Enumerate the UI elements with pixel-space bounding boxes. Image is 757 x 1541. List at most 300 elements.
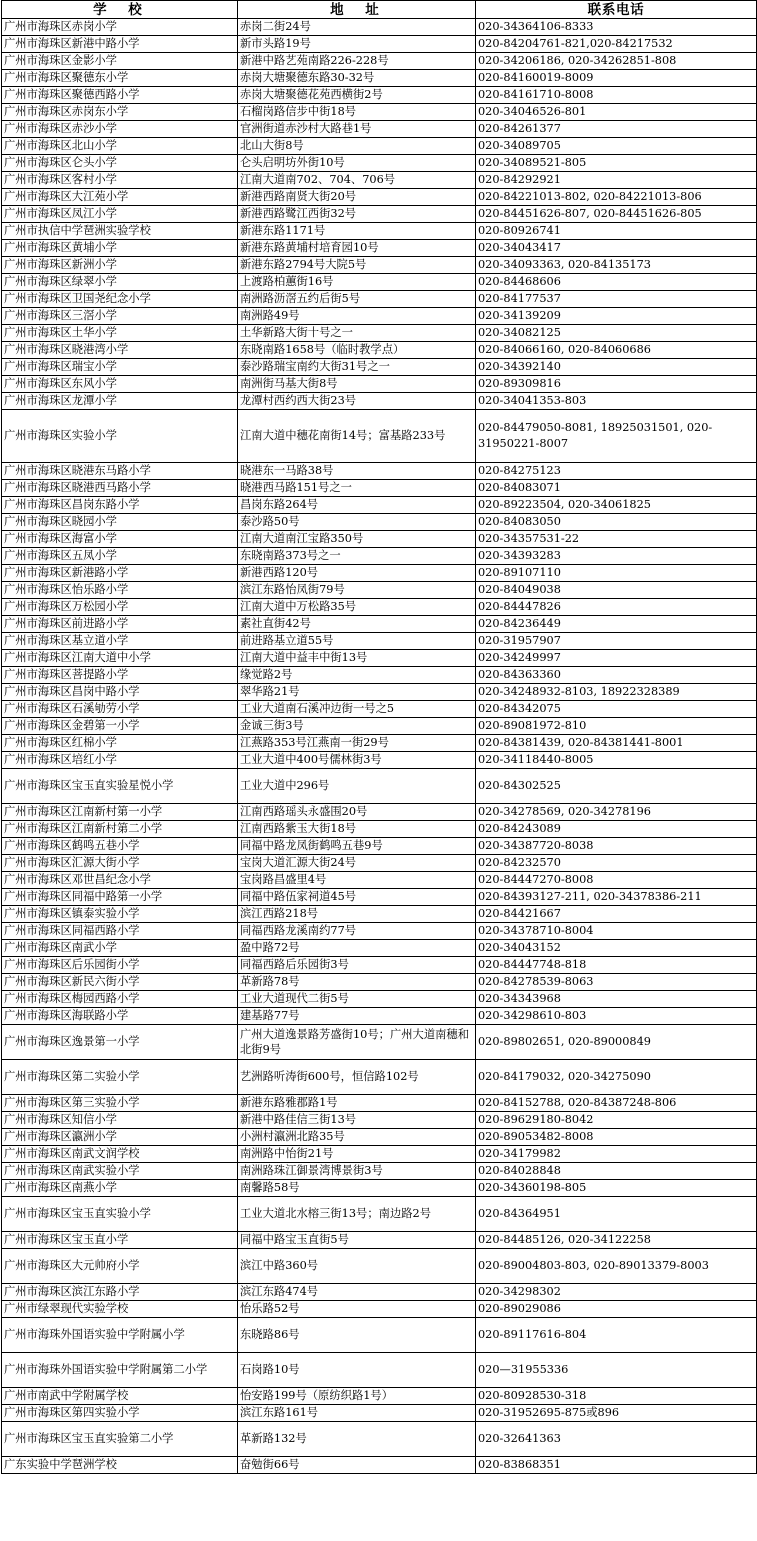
school-cell: 广州市海珠区实验小学 bbox=[2, 410, 238, 463]
address-cell: 东晓南路1658号（临时教学点） bbox=[238, 342, 476, 359]
phone-cell: 020-84028848 bbox=[476, 1163, 757, 1180]
table-row bbox=[2, 906, 757, 923]
table-row bbox=[2, 1422, 757, 1457]
school-cell: 广州市海珠区赤沙小学 bbox=[2, 121, 238, 138]
phone-cell: 020-84302525 bbox=[476, 769, 757, 804]
school-cell: 广州市海珠区晓园小学 bbox=[2, 514, 238, 531]
phone-cell: 020-31957907 bbox=[476, 633, 757, 650]
table-row bbox=[2, 1095, 757, 1112]
phone-cell: 020-34206186, 020-34262851-808 bbox=[476, 53, 757, 70]
address-cell: 江南大道中益丰中街13号 bbox=[238, 650, 476, 667]
table-row bbox=[2, 1318, 757, 1353]
school-cell: 广州市执信中学琶洲实验学校 bbox=[2, 223, 238, 240]
address-cell: 宝岗大道汇源大街24号 bbox=[238, 855, 476, 872]
school-cell: 广州市海珠区江南新村第二小学 bbox=[2, 821, 238, 838]
school-cell: 广州市海珠区五凤小学 bbox=[2, 548, 238, 565]
address-cell: 东晓路86号 bbox=[238, 1318, 476, 1353]
school-cell: 广州市海珠区第二实验小学 bbox=[2, 1060, 238, 1095]
school-cell: 广州市海珠区同福中路第一小学 bbox=[2, 889, 238, 906]
table-row bbox=[2, 548, 757, 565]
phone-cell: 020-84485126, 020-34122258 bbox=[476, 1232, 757, 1249]
table-row bbox=[2, 1163, 757, 1180]
address-cell: 江南大道南江宝路350号 bbox=[238, 531, 476, 548]
table-row bbox=[2, 974, 757, 991]
school-cell: 广州市海珠区南武小学 bbox=[2, 940, 238, 957]
school-cell: 广州市海珠区新港路小学 bbox=[2, 565, 238, 582]
address-cell: 晓港西马路151号之一 bbox=[238, 480, 476, 497]
school-cell: 广州市海珠区晓港东马路小学 bbox=[2, 463, 238, 480]
header-address: 地 址 bbox=[238, 1, 476, 19]
school-cell: 广州市海珠区龙潭小学 bbox=[2, 393, 238, 410]
phone-cell: 020-84243089 bbox=[476, 821, 757, 838]
phone-cell: 020-89029086 bbox=[476, 1301, 757, 1318]
header-phone: 联系电话 bbox=[476, 1, 757, 19]
phone-cell: 020-34298302 bbox=[476, 1284, 757, 1301]
table-row bbox=[2, 957, 757, 974]
table-row bbox=[2, 769, 757, 804]
table-row bbox=[2, 410, 757, 463]
school-cell: 广州市海珠区晓港西马路小学 bbox=[2, 480, 238, 497]
address-cell: 素社直街42号 bbox=[238, 616, 476, 633]
school-cell: 广州市海珠区海联路小学 bbox=[2, 1008, 238, 1025]
address-cell: 金诚三街3号 bbox=[238, 718, 476, 735]
address-cell: 赤岗二街24号 bbox=[238, 19, 476, 36]
school-cell: 广州市海珠区滨江东路小学 bbox=[2, 1284, 238, 1301]
address-cell: 革新路132号 bbox=[238, 1422, 476, 1457]
address-cell: 新市头路19号 bbox=[238, 36, 476, 53]
phone-cell: 020-84221013-802, 020-84221013-806 bbox=[476, 189, 757, 206]
phone-cell: 020-34248932-8103, 18922328389 bbox=[476, 684, 757, 701]
phone-cell: 020-34378710-8004 bbox=[476, 923, 757, 940]
table-row bbox=[2, 1388, 757, 1405]
school-cell: 广州市海珠区梅园西路小学 bbox=[2, 991, 238, 1008]
address-cell: 新港西路南贤大街20号 bbox=[238, 189, 476, 206]
school-cell: 广州市海珠区晓港湾小学 bbox=[2, 342, 238, 359]
phone-cell: 020-84447826 bbox=[476, 599, 757, 616]
table-row bbox=[2, 155, 757, 172]
school-cell: 广州市海珠区江南新村第一小学 bbox=[2, 804, 238, 821]
phone-cell: 020-89629180-8042 bbox=[476, 1112, 757, 1129]
table-body bbox=[2, 19, 757, 1474]
table-row bbox=[2, 240, 757, 257]
table-row bbox=[2, 53, 757, 70]
table-row bbox=[2, 480, 757, 497]
phone-cell: 020-34249997 bbox=[476, 650, 757, 667]
school-cell: 广州市海珠区南武实验小学 bbox=[2, 1163, 238, 1180]
table-row bbox=[2, 121, 757, 138]
phone-cell: 020-84083050 bbox=[476, 514, 757, 531]
table-row bbox=[2, 940, 757, 957]
address-cell: 工业大道现代二街5号 bbox=[238, 991, 476, 1008]
school-cell: 广州市海珠区新洲小学 bbox=[2, 257, 238, 274]
school-cell: 广州市海珠区卫国尧纪念小学 bbox=[2, 291, 238, 308]
address-cell: 江南大道中万松路35号 bbox=[238, 599, 476, 616]
address-cell: 新港中路佳信三街13号 bbox=[238, 1112, 476, 1129]
address-cell: 同福中路宝玉直街5号 bbox=[238, 1232, 476, 1249]
school-cell: 广州市海珠区瀛洲小学 bbox=[2, 1129, 238, 1146]
phone-cell: 020-32641363 bbox=[476, 1422, 757, 1457]
phone-cell: 020-34046526-801 bbox=[476, 104, 757, 121]
address-cell: 滨江西路218号 bbox=[238, 906, 476, 923]
school-cell: 广州市海珠区宝玉直实验第二小学 bbox=[2, 1422, 238, 1457]
phone-cell: 020-84364951 bbox=[476, 1197, 757, 1232]
school-cell: 广州市海珠区第四实验小学 bbox=[2, 1405, 238, 1422]
address-cell: 怡安路199号（原纺织路1号） bbox=[238, 1388, 476, 1405]
address-cell: 前进路基立道55号 bbox=[238, 633, 476, 650]
phone-cell: 020-34043417 bbox=[476, 240, 757, 257]
table-row bbox=[2, 36, 757, 53]
school-cell: 广州市海珠区大元帅府小学 bbox=[2, 1249, 238, 1284]
table-row bbox=[2, 821, 757, 838]
phone-cell: 020-84049038 bbox=[476, 582, 757, 599]
phone-cell: 020-31952695-875或896 bbox=[476, 1405, 757, 1422]
address-cell: 翠华路21号 bbox=[238, 684, 476, 701]
address-cell: 官洲街道赤沙村大路巷1号 bbox=[238, 121, 476, 138]
phone-cell: 020-34089705 bbox=[476, 138, 757, 155]
phone-cell: 020-84261377 bbox=[476, 121, 757, 138]
address-cell: 泰沙路50号 bbox=[238, 514, 476, 531]
header-row bbox=[2, 1, 757, 19]
header-school: 学 校 bbox=[2, 1, 238, 19]
table-row bbox=[2, 923, 757, 940]
table-row bbox=[2, 189, 757, 206]
table-row bbox=[2, 104, 757, 121]
table-row bbox=[2, 991, 757, 1008]
school-cell: 广州市海珠区石溪劬劳小学 bbox=[2, 701, 238, 718]
table-row bbox=[2, 718, 757, 735]
phone-cell: 020-89117616-804 bbox=[476, 1318, 757, 1353]
table-row bbox=[2, 274, 757, 291]
address-cell: 昌岗东路264号 bbox=[238, 497, 476, 514]
school-cell: 广州市海珠区万松园小学 bbox=[2, 599, 238, 616]
address-cell: 新港中路艺苑南路226-228号 bbox=[238, 53, 476, 70]
phone-cell: 020-84292921 bbox=[476, 172, 757, 189]
table-row bbox=[2, 514, 757, 531]
table-row bbox=[2, 19, 757, 36]
school-cell: 广州市海珠区第三实验小学 bbox=[2, 1095, 238, 1112]
address-cell: 怡乐路52号 bbox=[238, 1301, 476, 1318]
address-cell: 江燕路353号江燕南一街29号 bbox=[238, 735, 476, 752]
table-row bbox=[2, 804, 757, 821]
address-cell: 东晓南路373号之一 bbox=[238, 548, 476, 565]
table-row bbox=[2, 1301, 757, 1318]
table-row bbox=[2, 616, 757, 633]
address-cell: 新港东路1171号 bbox=[238, 223, 476, 240]
school-cell: 广州市海珠区江南大道中小学 bbox=[2, 650, 238, 667]
school-cell: 广州市海珠外国语实验中学附属第二小学 bbox=[2, 1353, 238, 1388]
address-cell: 晓港东一马路38号 bbox=[238, 463, 476, 480]
address-cell: 缘觉路2号 bbox=[238, 667, 476, 684]
address-cell: 艺洲路听涛街600号，恒信路102号 bbox=[238, 1060, 476, 1095]
address-cell: 滨江中路360号 bbox=[238, 1249, 476, 1284]
school-cell: 广州市海珠区聚德西路小学 bbox=[2, 87, 238, 104]
school-cell: 广州市海珠区宝玉直实验小学 bbox=[2, 1197, 238, 1232]
table-row bbox=[2, 1249, 757, 1284]
school-cell: 广州市海珠区南燕小学 bbox=[2, 1180, 238, 1197]
address-cell: 江南大道中穗花南街14号；富基路233号 bbox=[238, 410, 476, 463]
address-cell: 南洲路珠江御景湾博景街3号 bbox=[238, 1163, 476, 1180]
table-row bbox=[2, 325, 757, 342]
school-cell: 广州市海珠区聚德东小学 bbox=[2, 70, 238, 87]
table-row bbox=[2, 667, 757, 684]
school-cell: 广州市海珠区前进路小学 bbox=[2, 616, 238, 633]
address-cell: 滨江东路161号 bbox=[238, 1405, 476, 1422]
school-cell: 广州市海珠区知信小学 bbox=[2, 1112, 238, 1129]
table-row bbox=[2, 1180, 757, 1197]
phone-cell: 020-89802651, 020-89000849 bbox=[476, 1025, 757, 1060]
address-cell: 南洲路中怡街21号 bbox=[238, 1146, 476, 1163]
school-cell: 广州市海珠区客村小学 bbox=[2, 172, 238, 189]
address-cell: 同福西路后乐园街3号 bbox=[238, 957, 476, 974]
school-cell: 广州市海珠区三滘小学 bbox=[2, 308, 238, 325]
phone-cell: 020-84152788, 020-84387248-806 bbox=[476, 1095, 757, 1112]
address-cell: 新港西路120号 bbox=[238, 565, 476, 582]
table-row bbox=[2, 1197, 757, 1232]
phone-cell: 020-84451626-807, 020-84451626-805 bbox=[476, 206, 757, 223]
address-cell: 龙潭村西约西大街23号 bbox=[238, 393, 476, 410]
phone-cell: 020-34392140 bbox=[476, 359, 757, 376]
school-cell: 广州市海珠区黄埔小学 bbox=[2, 240, 238, 257]
table-row bbox=[2, 291, 757, 308]
table-row bbox=[2, 1025, 757, 1060]
table-row bbox=[2, 206, 757, 223]
phone-cell: 020-84275123 bbox=[476, 463, 757, 480]
table-row bbox=[2, 1232, 757, 1249]
table-row bbox=[2, 463, 757, 480]
address-cell: 宝岗路昌盛里4号 bbox=[238, 872, 476, 889]
school-cell: 广州市海珠区大江苑小学 bbox=[2, 189, 238, 206]
address-cell: 工业大道中400号儒林街3号 bbox=[238, 752, 476, 769]
address-cell: 赤岗大塘聚德花苑西横街2号 bbox=[238, 87, 476, 104]
phone-cell: 020-84393127-211, 020-34378386-211 bbox=[476, 889, 757, 906]
address-cell: 土华新路大街十号之一 bbox=[238, 325, 476, 342]
phone-cell: 020-34360198-805 bbox=[476, 1180, 757, 1197]
phone-cell: 020-84381439, 020-84381441-8001 bbox=[476, 735, 757, 752]
address-cell: 南洲路沥滘五约后街5号 bbox=[238, 291, 476, 308]
table-row bbox=[2, 1146, 757, 1163]
school-cell: 广州市海珠区逸景第一小学 bbox=[2, 1025, 238, 1060]
table-row bbox=[2, 599, 757, 616]
phone-cell: 020-84161710-8008 bbox=[476, 87, 757, 104]
table-row bbox=[2, 70, 757, 87]
school-cell: 广东实验中学琶洲学校 bbox=[2, 1457, 238, 1474]
school-cell: 广州市海珠区东风小学 bbox=[2, 376, 238, 393]
table-row bbox=[2, 889, 757, 906]
phone-cell: 020-84447270-8008 bbox=[476, 872, 757, 889]
phone-cell: 020-89004803-803, 020-89013379-8003 bbox=[476, 1249, 757, 1284]
address-cell: 新港西路鹭江西街32号 bbox=[238, 206, 476, 223]
phone-cell: 020-84177537 bbox=[476, 291, 757, 308]
phone-cell: 020-89107110 bbox=[476, 565, 757, 582]
address-cell: 南馨路58号 bbox=[238, 1180, 476, 1197]
school-cell: 广州市海珠区昌岗中路小学 bbox=[2, 684, 238, 701]
address-cell: 工业大道中296号 bbox=[238, 769, 476, 804]
phone-cell: 020-84278539-8063 bbox=[476, 974, 757, 991]
school-cell: 广州市海珠区基立道小学 bbox=[2, 633, 238, 650]
school-cell: 广州市绿翠现代实验学校 bbox=[2, 1301, 238, 1318]
address-cell: 新港东路雅郡路1号 bbox=[238, 1095, 476, 1112]
phone-cell: 020-34278569, 020-34278196 bbox=[476, 804, 757, 821]
phone-cell: 020-84179032, 020-34275090 bbox=[476, 1060, 757, 1095]
address-cell: 江南大道南702、704、706号 bbox=[238, 172, 476, 189]
phone-cell: 020-34387720-8038 bbox=[476, 838, 757, 855]
school-cell: 广州市海珠区土华小学 bbox=[2, 325, 238, 342]
address-cell: 同福中路伍家祠道45号 bbox=[238, 889, 476, 906]
address-cell: 仑头启明坊外街10号 bbox=[238, 155, 476, 172]
phone-cell: 020-34043152 bbox=[476, 940, 757, 957]
school-cell: 广州市海珠区金影小学 bbox=[2, 53, 238, 70]
phone-cell: 020-34139209 bbox=[476, 308, 757, 325]
phone-cell: 020-34364106-8333 bbox=[476, 19, 757, 36]
school-cell: 广州市海珠区海富小学 bbox=[2, 531, 238, 548]
address-cell: 赤岗大塘聚德东路30-32号 bbox=[238, 70, 476, 87]
school-cell: 广州市海珠区同福西路小学 bbox=[2, 923, 238, 940]
school-cell: 广州市海珠区新民六街小学 bbox=[2, 974, 238, 991]
table-row bbox=[2, 1353, 757, 1388]
address-cell: 南洲路49号 bbox=[238, 308, 476, 325]
table-row bbox=[2, 1008, 757, 1025]
address-cell: 广州大道逸景路芳盛街10号；广州大道南穗和北街9号 bbox=[238, 1025, 476, 1060]
table-row bbox=[2, 1112, 757, 1129]
address-cell: 建基路77号 bbox=[238, 1008, 476, 1025]
school-cell: 广州市海珠区汇源大街小学 bbox=[2, 855, 238, 872]
school-cell: 广州市海珠区鹤鸣五巷小学 bbox=[2, 838, 238, 855]
address-cell: 江南西路紫玉大街18号 bbox=[238, 821, 476, 838]
school-cell: 广州市海珠区赤岗小学 bbox=[2, 19, 238, 36]
school-cell: 广州市海珠区宝玉直实验星悦小学 bbox=[2, 769, 238, 804]
address-cell: 南洲街马基大街8号 bbox=[238, 376, 476, 393]
address-cell: 新港东路2794号大院5号 bbox=[238, 257, 476, 274]
table-row bbox=[2, 342, 757, 359]
table-row bbox=[2, 684, 757, 701]
phone-cell: 020-34357531-22 bbox=[476, 531, 757, 548]
phone-cell: 020-34118440-8005 bbox=[476, 752, 757, 769]
school-cell: 广州市海珠区北山小学 bbox=[2, 138, 238, 155]
address-cell: 石岗路10号 bbox=[238, 1353, 476, 1388]
address-cell: 工业大道南石溪冲边街一号之5 bbox=[238, 701, 476, 718]
school-cell: 广州市海珠区怡乐路小学 bbox=[2, 582, 238, 599]
table-row bbox=[2, 735, 757, 752]
table-row bbox=[2, 531, 757, 548]
address-cell: 小洲村瀛洲北路35号 bbox=[238, 1129, 476, 1146]
school-cell: 广州市海珠区瑞宝小学 bbox=[2, 359, 238, 376]
table-row bbox=[2, 565, 757, 582]
school-cell: 广州市海珠区南武文润学校 bbox=[2, 1146, 238, 1163]
phone-cell: 020-34393283 bbox=[476, 548, 757, 565]
school-cell: 广州市海珠区邓世昌纪念小学 bbox=[2, 872, 238, 889]
phone-cell: 020-84363360 bbox=[476, 667, 757, 684]
phone-cell: 020-34343968 bbox=[476, 991, 757, 1008]
address-cell: 革新路78号 bbox=[238, 974, 476, 991]
phone-cell: 020-84066160, 020-84060686 bbox=[476, 342, 757, 359]
address-cell: 工业大道北水榕三街13号；南边路2号 bbox=[238, 1197, 476, 1232]
table-row bbox=[2, 376, 757, 393]
phone-cell: 020-84479050-8081, 18925031501, 020-31950221-8007 bbox=[476, 410, 757, 463]
table-row bbox=[2, 172, 757, 189]
school-cell: 广州市海珠区菩提路小学 bbox=[2, 667, 238, 684]
table-row bbox=[2, 582, 757, 599]
table-row bbox=[2, 497, 757, 514]
table-row bbox=[2, 1129, 757, 1146]
phone-cell: 020-34082125 bbox=[476, 325, 757, 342]
phone-cell: 020-84421667 bbox=[476, 906, 757, 923]
table-row bbox=[2, 87, 757, 104]
phone-cell: 020-83868351 bbox=[476, 1457, 757, 1474]
table-row bbox=[2, 855, 757, 872]
phone-cell: 020-34093363, 020-84135173 bbox=[476, 257, 757, 274]
address-cell: 北山大街8号 bbox=[238, 138, 476, 155]
address-cell: 同福中路龙凤街鹤鸣五巷9号 bbox=[238, 838, 476, 855]
address-cell: 江南西路瑶头永盛围20号 bbox=[238, 804, 476, 821]
table-row bbox=[2, 308, 757, 325]
table-row bbox=[2, 138, 757, 155]
school-cell: 广州市海珠区镇泰实验小学 bbox=[2, 906, 238, 923]
table-row bbox=[2, 752, 757, 769]
table-row bbox=[2, 633, 757, 650]
phone-cell: 020-84447748-818 bbox=[476, 957, 757, 974]
table-row bbox=[2, 701, 757, 718]
phone-cell: 020-84204761-821,020-84217532 bbox=[476, 36, 757, 53]
address-cell: 滨江东路怡凤街79号 bbox=[238, 582, 476, 599]
phone-cell: 020-89309816 bbox=[476, 376, 757, 393]
table-row bbox=[2, 359, 757, 376]
table-row bbox=[2, 1284, 757, 1301]
phone-cell: 020-34298610-803 bbox=[476, 1008, 757, 1025]
phone-cell: 020-34179982 bbox=[476, 1146, 757, 1163]
school-cell: 广州市海珠区新港中路小学 bbox=[2, 36, 238, 53]
school-cell: 广州市海珠区红棉小学 bbox=[2, 735, 238, 752]
table-row bbox=[2, 223, 757, 240]
phone-cell: 020-84083071 bbox=[476, 480, 757, 497]
school-cell: 广州市海珠区仑头小学 bbox=[2, 155, 238, 172]
phone-cell: 020-84468606 bbox=[476, 274, 757, 291]
phone-cell: 020-80928530-318 bbox=[476, 1388, 757, 1405]
school-directory-table bbox=[1, 0, 757, 1474]
school-cell: 广州市海珠区绿翠小学 bbox=[2, 274, 238, 291]
school-cell: 广州市南武中学附属学校 bbox=[2, 1388, 238, 1405]
address-cell: 泰沙路瑞宝南约大街31号之一 bbox=[238, 359, 476, 376]
phone-cell: 020-34089521-805 bbox=[476, 155, 757, 172]
phone-cell: 020-34041353-803 bbox=[476, 393, 757, 410]
address-cell: 石榴岗路信步中街18号 bbox=[238, 104, 476, 121]
table-row bbox=[2, 872, 757, 889]
phone-cell: 020-89223504, 020-34061825 bbox=[476, 497, 757, 514]
school-cell: 广州市海珠区后乐园街小学 bbox=[2, 957, 238, 974]
phone-cell: 020-84236449 bbox=[476, 616, 757, 633]
table-row bbox=[2, 838, 757, 855]
table-row bbox=[2, 257, 757, 274]
table-row bbox=[2, 1405, 757, 1422]
phone-cell: 020-84232570 bbox=[476, 855, 757, 872]
address-cell: 同福西路龙溪南约77号 bbox=[238, 923, 476, 940]
address-cell: 新港东路黄埔村培育园10号 bbox=[238, 240, 476, 257]
school-cell: 广州市海珠区金碧第一小学 bbox=[2, 718, 238, 735]
table-row bbox=[2, 650, 757, 667]
table-row bbox=[2, 1060, 757, 1095]
phone-cell: 020-84342075 bbox=[476, 701, 757, 718]
address-cell: 滨江东路474号 bbox=[238, 1284, 476, 1301]
address-cell: 奋勉街66号 bbox=[238, 1457, 476, 1474]
phone-cell: 020-84160019-8009 bbox=[476, 70, 757, 87]
phone-cell: 020—31955336 bbox=[476, 1353, 757, 1388]
phone-cell: 020-89053482-8008 bbox=[476, 1129, 757, 1146]
school-cell: 广州市海珠区培红小学 bbox=[2, 752, 238, 769]
school-cell: 广州市海珠区赤岗东小学 bbox=[2, 104, 238, 121]
address-cell: 盈中路72号 bbox=[238, 940, 476, 957]
school-cell: 广州市海珠区昌岗东路小学 bbox=[2, 497, 238, 514]
school-cell: 广州市海珠区宝玉直小学 bbox=[2, 1232, 238, 1249]
address-cell: 上渡路柏蕙街16号 bbox=[238, 274, 476, 291]
